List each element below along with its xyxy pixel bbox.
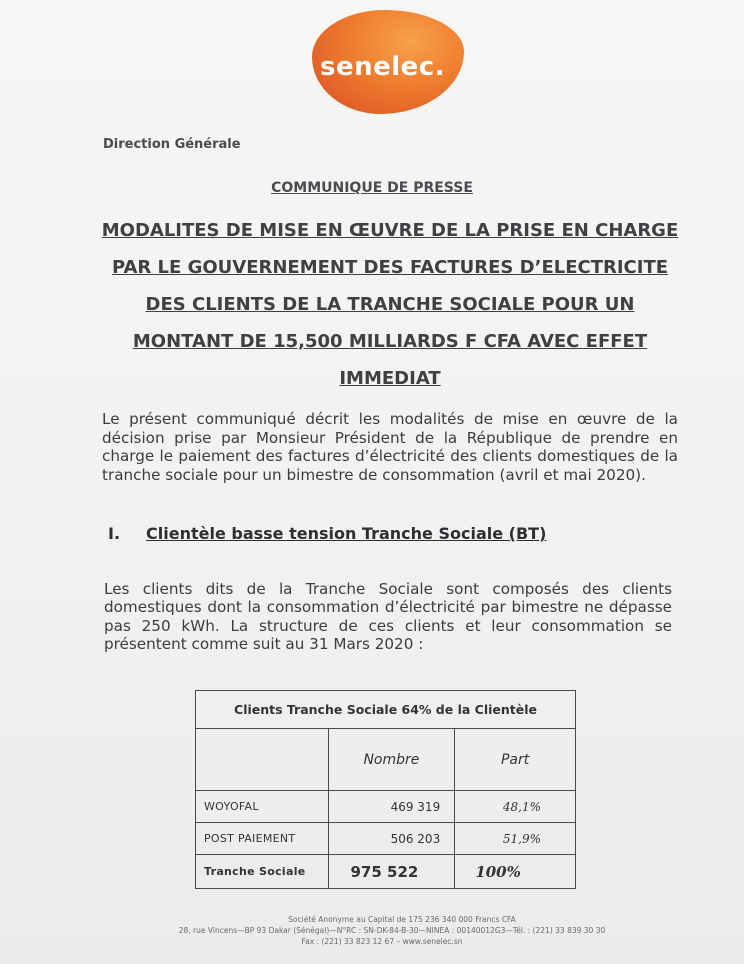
table-header-part: Part bbox=[455, 729, 576, 791]
total-part: 100% bbox=[455, 855, 576, 889]
total-label: Tranche Sociale bbox=[196, 855, 329, 889]
section-paragraph: Les clients dits de la Tranche Sociale sont composés des clients domestiques dont la consommation d’électricité par bimestre ne dépasse pas 250 kWh. La structure de ces clients et leur consommation se présentent comme suit au 31 Mars 2020 : bbox=[104, 580, 672, 654]
footer-address: 28, rue Vincens—BP 93 Dakar (Sénégal)—N°RC : SN-DK-84-B-30—NINEA : 00140012G3—Tél. : (221) 33 839 30 30 bbox=[178, 926, 606, 935]
clients-table bbox=[195, 690, 576, 889]
table-row bbox=[196, 823, 576, 855]
intro-paragraph: Le présent communiqué décrit les modalités de mise en œuvre de la décision prise par Monsieur Président de la République de prendre en charge le paiement des factures d’électricité des clients domestiques de la tranche sociale pour un bimestre de consommation (avril et mai 2020). bbox=[102, 410, 678, 484]
table-title: Clients Tranche Sociale 64% de la Clientèle bbox=[196, 691, 576, 729]
footer-capital: Société Anonyme au Capital de 175 236 340 000 Francs CFA bbox=[288, 915, 516, 924]
table-title-row bbox=[196, 691, 576, 729]
table-total-row bbox=[196, 855, 576, 889]
section-title: Clientèle basse tension Tranche Sociale (BT) bbox=[146, 524, 547, 543]
footer bbox=[0, 914, 744, 947]
table-header-row bbox=[196, 729, 576, 791]
total-nombre: 975 522 bbox=[328, 855, 455, 889]
headline: MODALITES DE MISE EN ŒUVRE DE LA PRISE EN CHARGE PAR LE GOUVERNEMENT DES FACTURES D’ELECTRICITE DES CLIENTS DE LA TRANCHE SOCIALE POUR UN MONTANT DE 15,500 MILLIARDS F CFA AVEC EFFET IMMEDIAT bbox=[101, 220, 679, 389]
senelec-logo bbox=[312, 10, 464, 114]
row-part: 48,1% bbox=[455, 791, 576, 823]
section-heading bbox=[108, 524, 546, 543]
row-label: POST PAIEMENT bbox=[196, 823, 329, 855]
footer-contact: Fax : (221) 33 823 12 67 – www.senelec.sn bbox=[301, 937, 463, 946]
section-number: I. bbox=[108, 524, 121, 543]
press-label: COMMUNIQUE DE PRESSE bbox=[271, 180, 473, 196]
direction-label: Direction Générale bbox=[103, 137, 241, 152]
row-label: WOYOFAL bbox=[196, 791, 329, 823]
row-nombre: 506 203 bbox=[328, 823, 455, 855]
table-header-nombre: Nombre bbox=[328, 729, 455, 791]
row-part: 51,9% bbox=[455, 823, 576, 855]
row-nombre: 469 319 bbox=[328, 791, 455, 823]
table-header-empty bbox=[196, 729, 329, 791]
logo-wordmark: senelec. bbox=[320, 52, 446, 82]
table-row bbox=[196, 791, 576, 823]
